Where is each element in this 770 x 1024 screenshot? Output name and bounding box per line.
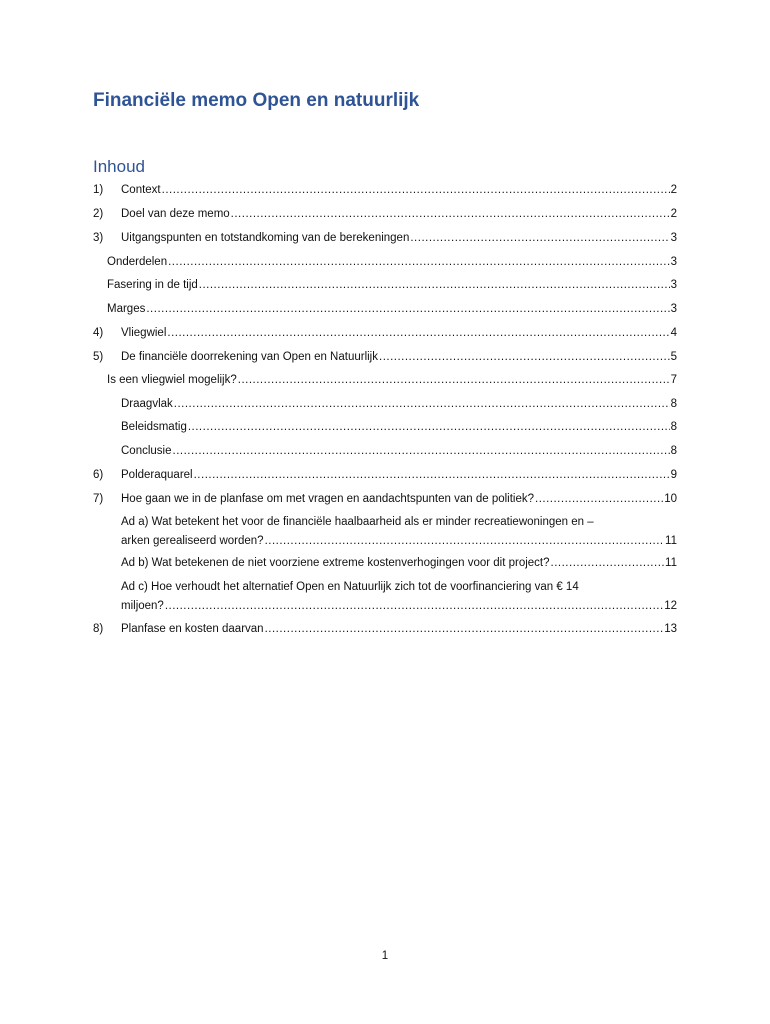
toc-entry-text: Is een vliegwiel mogelijk? [107,374,237,386]
toc-entry[interactable] [0,278,770,292]
toc-entry-text-line1: Ad c) Hoe verhoudt het alternatief Open en Natuurlijk zich tot de voorfinanciering van € 14 [121,581,579,593]
dot-leader [188,420,670,434]
toc-heading: Inhoud [93,157,145,176]
toc-entry[interactable] [0,231,770,245]
toc-entry-text: Context [121,184,161,196]
toc-entry-text: Onderdelen [107,256,168,268]
toc-entry-text-line1: Ad a) Wat betekent het voor de financiële haalbaarheid als er minder recreatiewoningen en – [121,516,594,528]
toc-entry-page: 3 [670,303,677,315]
dot-leader [174,397,670,411]
toc-entry-page: 12 [664,600,677,612]
toc-entry-number: 7) [93,493,104,505]
toc-entry-number: 8) [93,623,104,635]
dot-leader [167,326,669,340]
dot-leader [168,255,669,269]
toc-entry-text: Polderaquarel [121,469,193,481]
toc-entry-page: 10 [664,493,677,505]
dot-leader [199,278,670,292]
toc-entry-page: 11 [665,557,677,569]
dot-leader [379,350,670,364]
toc-entry-page: 11 [665,535,677,547]
dot-leader [146,302,669,316]
toc-entry-text: Beleidsmatig [121,421,187,433]
dot-leader [231,207,670,221]
toc-entry-number: 6) [93,469,104,481]
dot-leader [265,534,664,548]
toc-entry-page: 2 [670,184,677,196]
toc-entry-page: 5 [670,351,677,363]
toc-entry[interactable] [0,397,770,411]
toc-entry-number: 2) [93,208,104,220]
toc-entry-text: Fasering in de tijd [107,279,198,291]
toc-entry-page: 3 [670,232,677,244]
toc-entry-text: Conclusie [121,445,172,457]
toc-entry-text: Doel van deze memo [121,208,230,220]
toc-entry[interactable] [0,302,770,316]
dot-leader [165,599,663,613]
toc-entry-page: 7 [670,374,677,386]
toc-entry-text: Marges [107,303,146,315]
toc-entry[interactable] [0,420,770,434]
toc-entry[interactable] [0,492,770,506]
dot-leader [410,231,669,245]
toc-entry[interactable] [0,444,770,458]
toc-entry[interactable] [0,556,770,570]
toc-entry-text: De financiële doorrekening van Open en Natuurlijk [121,351,378,363]
toc-entry-text: Uitgangspunten en totstandkoming van de berekeningen [121,232,410,244]
toc-entry[interactable] [0,468,770,482]
toc-entry-text: arken gerealiseerd worden? [121,535,264,547]
toc-entry[interactable] [0,326,770,340]
toc-entry[interactable] [0,183,770,197]
toc-entry-number: 1) [93,184,104,196]
dot-leader [551,556,665,570]
document-title: Financiële memo Open en natuurlijk [93,90,420,111]
toc-entry-page: 8 [670,421,677,433]
toc-entry-page: 4 [670,327,677,339]
toc-entry-text: miljoen? [121,600,164,612]
dot-leader [535,492,663,506]
toc-entry-page: 2 [670,208,677,220]
toc-entry[interactable] [0,622,770,636]
toc-entry-number: 5) [93,351,104,363]
toc-entry[interactable] [0,207,770,221]
dot-leader [173,444,670,458]
toc-entry-page: 13 [664,623,677,635]
toc-entry-page: 9 [670,469,677,481]
toc-entry-text: Hoe gaan we in de planfase om met vragen en aandachtspunten van de politiek? [121,493,535,505]
toc-entry-page: 3 [670,256,677,268]
toc-entry[interactable] [0,580,770,614]
toc-entry-page: 8 [670,445,677,457]
toc-entry-text: Draagvlak [121,398,173,410]
toc-entry-page: 3 [670,279,677,291]
dot-leader [238,373,670,387]
toc-entry[interactable] [0,350,770,364]
dot-leader [162,183,670,197]
toc-entry[interactable] [0,255,770,269]
toc-entry-text: Vliegwiel [121,327,167,339]
dot-leader [265,622,664,636]
toc-entry-number: 4) [93,327,104,339]
toc-entry-page: 8 [670,398,677,410]
toc-entry-text: Ad b) Wat betekenen de niet voorziene extreme kostenverhogingen voor dit project? [121,557,550,569]
toc-entry[interactable] [0,515,770,549]
toc-entry[interactable] [0,373,770,387]
toc-entry-number: 3) [93,232,104,244]
page-number: 1 [381,950,389,962]
dot-leader [194,468,670,482]
toc-entry-text: Planfase en kosten daarvan [121,623,264,635]
